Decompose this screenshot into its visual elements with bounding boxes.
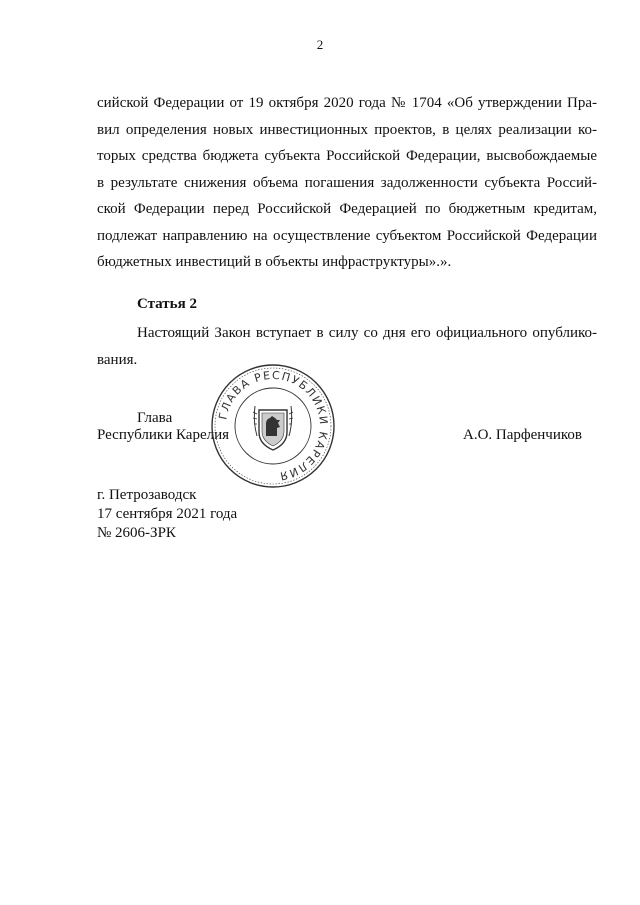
signatory-name: А.О. Парфенчиков xyxy=(463,427,582,443)
official-seal xyxy=(209,362,337,490)
paragraph-line: в результате снижения объема погашения задолженности субъекта Россий- xyxy=(97,174,597,191)
article-text xyxy=(97,320,597,373)
coat-of-arms-icon xyxy=(253,406,293,450)
law-number-line: № 2606-ЗРК xyxy=(97,525,176,541)
paragraph-line: подлежат направлению на осуществление субъектом Российской Федерации xyxy=(97,227,597,244)
seal-text: ГЛАВА РЕСПУБЛИКИ КАРЕЛИЯ xyxy=(216,368,331,483)
article-title: Статья 2 xyxy=(137,296,197,312)
page-number: 2 xyxy=(316,37,324,52)
paragraph-line: сийской Федерации от 19 октября 2020 года № 1704 «Об утверждении Пра- xyxy=(97,95,597,111)
paragraph-line: ской Федерации перед Российской Федерацией по бюджетным кредитам, xyxy=(97,201,597,217)
continued-paragraph xyxy=(97,90,597,276)
article-line: Настоящий Закон вступает в силу со дня его официального опублико- xyxy=(137,325,597,341)
article-line: вания. xyxy=(97,351,138,368)
date-line: 17 сентября 2021 года xyxy=(97,506,238,522)
paragraph-line: торых средства бюджета субъекта Российской Федерации, высвобождаемые xyxy=(97,148,597,164)
signatory-title-line2: Республики Карелия xyxy=(97,427,230,443)
city-line: г. Петрозаводск xyxy=(97,487,197,503)
paragraph-line: бюджетных инвестиций в объекты инфраструктуры».». xyxy=(97,254,452,270)
signatory-title-line1: Глава xyxy=(137,410,173,426)
paragraph-line: вил определения новых инвестиционных проектов, в целях реализации ко- xyxy=(97,121,597,138)
document-footer xyxy=(97,486,237,543)
